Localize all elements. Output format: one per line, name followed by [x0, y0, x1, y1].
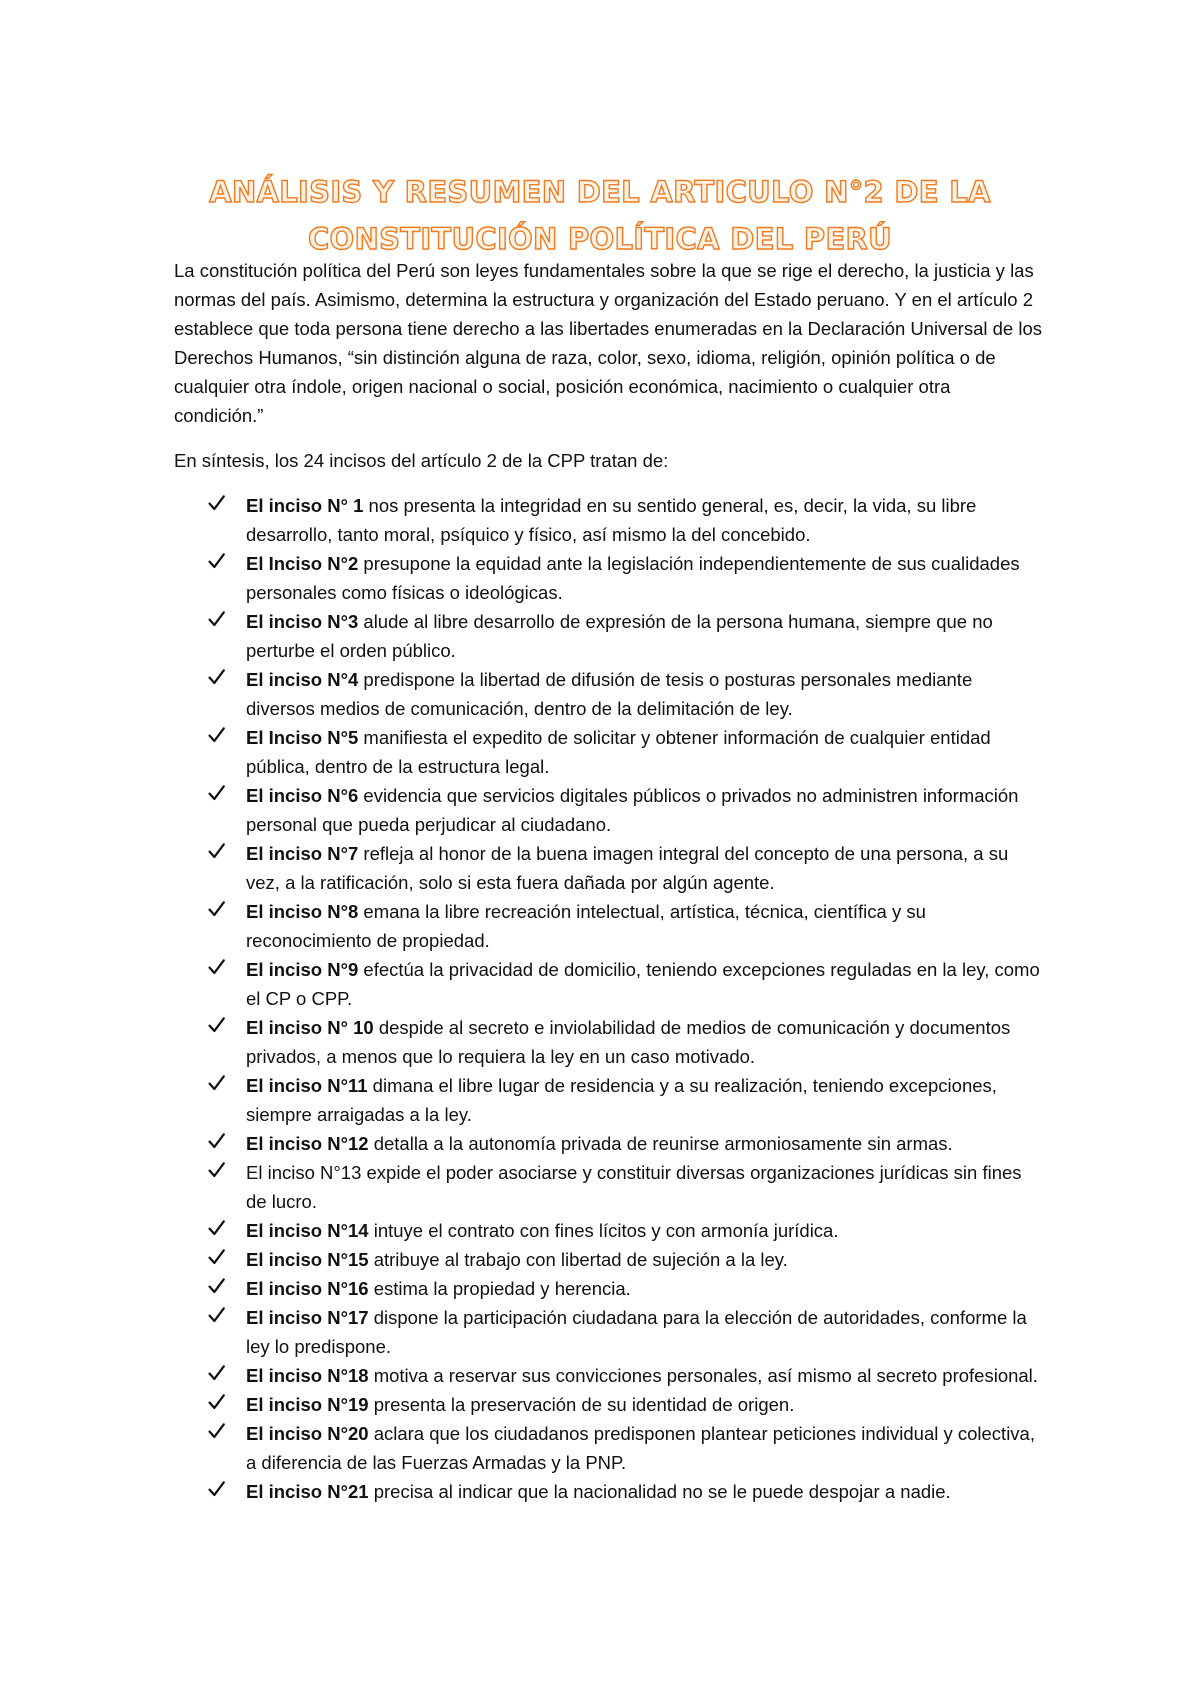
intro-paragraph: La constitución política del Perú son leyes fundamentales sobre la que se rige el derecho, la justicia y las normas del país. Asimismo, determina la estructura y organización del Estado peruano. Y en el artículo 2 establece que toda persona tiene derecho a las libertades enumeradas en la Declaración Universal de los Derechos Humanos, “sin distinción alguna de raza, color, sexo, idioma, religión, opinión política o de cualquier otra índole, origen nacional o social, posición económica, nacimiento o cualquier otra condición.”	[174, 260, 1042, 426]
incisos-list	[174, 491, 1044, 1506]
check-icon	[208, 494, 225, 512]
check-icon	[208, 900, 225, 918]
item-lead: El inciso N°15	[246, 1249, 369, 1270]
item-lead: El inciso N° 1	[246, 495, 364, 516]
item-text: estima la propiedad y herencia.	[368, 1278, 631, 1299]
list-item	[174, 723, 1044, 781]
list-item	[174, 1477, 1044, 1506]
item-lead: El Inciso N°2	[246, 553, 359, 574]
list-item	[174, 1419, 1044, 1477]
item-text: atribuye al trabajo con libertad de sujeción a la ley.	[368, 1249, 788, 1270]
item-text: aclara que los ciudadanos predisponen plantear peticiones individual y colectiva, a diferencia de las Fuerzas Armadas y la PNP.	[246, 1423, 1035, 1473]
list-item	[174, 1013, 1044, 1071]
check-icon	[208, 958, 225, 976]
item-lead: El inciso N°9	[246, 959, 359, 980]
check-icon	[208, 1306, 225, 1324]
check-icon	[208, 1219, 225, 1237]
item-lead: El inciso N°12	[246, 1133, 369, 1154]
list-item	[174, 1158, 1044, 1216]
item-text: expide el poder asociarse y constituir diversas organizaciones jurídicas sin fines de lucro.	[246, 1162, 1022, 1212]
list-item	[174, 1071, 1044, 1129]
item-text: intuye el contrato con fines lícitos y con armonía jurídica.	[368, 1220, 839, 1241]
item-lead: El Inciso N°5	[246, 727, 359, 748]
list-item	[174, 1361, 1044, 1390]
title-line-2: CONSTITUCIÓN POLÍTICA DEL PERÚ	[307, 222, 893, 257]
check-icon	[208, 610, 225, 628]
item-text: dimana el libre lugar de residencia y a su realización, teniendo excepciones, siempre arraigadas a la ley.	[246, 1075, 997, 1125]
check-icon	[208, 726, 225, 744]
item-lead: El inciso N°3	[246, 611, 359, 632]
check-icon	[208, 1277, 225, 1295]
list-item	[174, 1390, 1044, 1419]
list-item	[174, 1274, 1044, 1303]
item-lead: El inciso N°17	[246, 1307, 369, 1328]
item-text: predispone la libertad de difusión de tesis o posturas personales mediante diversos medios de comunicación, dentro de la delimitación de ley.	[246, 669, 973, 719]
item-text: emana la libre recreación intelectual, artística, técnica, científica y su reconocimiento de propiedad.	[246, 901, 926, 951]
check-icon	[208, 1016, 225, 1034]
item-lead: El inciso N°13	[246, 1162, 362, 1183]
list-item	[174, 781, 1044, 839]
item-text: presenta la preservación de su identidad de origen.	[368, 1394, 795, 1415]
item-text: dispone la participación ciudadana para la elección de autoridades, conforme la ley lo predispone.	[246, 1307, 1027, 1357]
list-item	[174, 1216, 1044, 1245]
item-lead: El inciso N°19	[246, 1394, 369, 1415]
check-icon	[208, 1364, 225, 1382]
item-lead: El inciso N°14	[246, 1220, 369, 1241]
item-lead: El inciso N°4	[246, 669, 359, 690]
item-text: presupone la equidad ante la legislación independientemente de sus cualidades personales como físicas o ideológicas.	[246, 553, 1020, 603]
item-lead: El inciso N°8	[246, 901, 359, 922]
check-icon	[208, 1074, 225, 1092]
summary-lead: En síntesis, los 24 incisos del artículo 2 de la CPP tratan de:	[174, 450, 669, 471]
list-item	[174, 607, 1044, 665]
item-text: detalla a la autonomía privada de reunirse armoniosamente sin armas.	[368, 1133, 953, 1154]
item-text: precisa al indicar que la nacionalidad no se le puede despojar a nadie.	[368, 1481, 951, 1502]
item-lead: El inciso N°16	[246, 1278, 369, 1299]
list-item	[174, 897, 1044, 955]
list-item	[174, 1245, 1044, 1274]
item-text: efectúa la privacidad de domicilio, teniendo excepciones reguladas en la ley, como el CP o CPP.	[246, 959, 1040, 1009]
check-icon	[208, 1248, 225, 1266]
document-body	[174, 256, 1044, 1506]
document-title	[150, 169, 1050, 263]
list-item	[174, 665, 1044, 723]
item-text: alude al libre desarrollo de expresión de la persona humana, siempre que no perturbe el orden público.	[246, 611, 993, 661]
check-icon	[208, 1480, 225, 1498]
check-icon	[208, 1393, 225, 1411]
check-icon	[208, 552, 225, 570]
item-lead: El inciso N°18	[246, 1365, 369, 1386]
title-line-1: ANÁLISIS Y RESUMEN DEL ARTICULO N°2 DE LA	[209, 175, 991, 210]
list-item	[174, 839, 1044, 897]
check-icon	[208, 1161, 225, 1179]
item-text: refleja al honor de la buena imagen integral del concepto de una persona, a su vez, a la ratificación, solo si esta fuera dañada por algún agente.	[246, 843, 1009, 893]
list-item	[174, 955, 1044, 1013]
item-text: manifiesta el expedito de solicitar y obtener información de cualquier entidad pública, dentro de la estructura legal.	[246, 727, 991, 777]
list-item	[174, 1129, 1044, 1158]
list-item	[174, 491, 1044, 549]
item-text: despide al secreto e inviolabilidad de medios de comunicación y documentos privados, a menos que lo requiera la ley en un caso motivado.	[246, 1017, 1011, 1067]
item-lead: El inciso N°21	[246, 1481, 369, 1502]
check-icon	[208, 668, 225, 686]
check-icon	[208, 842, 225, 860]
item-lead: El inciso N°20	[246, 1423, 369, 1444]
item-lead: El inciso N°7	[246, 843, 359, 864]
list-item	[174, 1303, 1044, 1361]
item-text: motiva a reservar sus convicciones personales, así mismo al secreto profesional.	[368, 1365, 1038, 1386]
item-lead: El inciso N° 10	[246, 1017, 374, 1038]
item-text: nos presenta la integridad en su sentido general, es, decir, la vida, su libre desarrollo, tanto moral, psíquico y físico, así mismo la del concebido.	[246, 495, 977, 545]
item-lead: El inciso N°11	[246, 1075, 368, 1096]
check-icon	[208, 784, 225, 802]
item-text: evidencia que servicios digitales públicos o privados no administren información personal que pueda perjudicar al ciudadano.	[246, 785, 1019, 835]
check-icon	[208, 1422, 225, 1440]
item-lead: El inciso N°6	[246, 785, 359, 806]
list-item	[174, 549, 1044, 607]
check-icon	[208, 1132, 225, 1150]
